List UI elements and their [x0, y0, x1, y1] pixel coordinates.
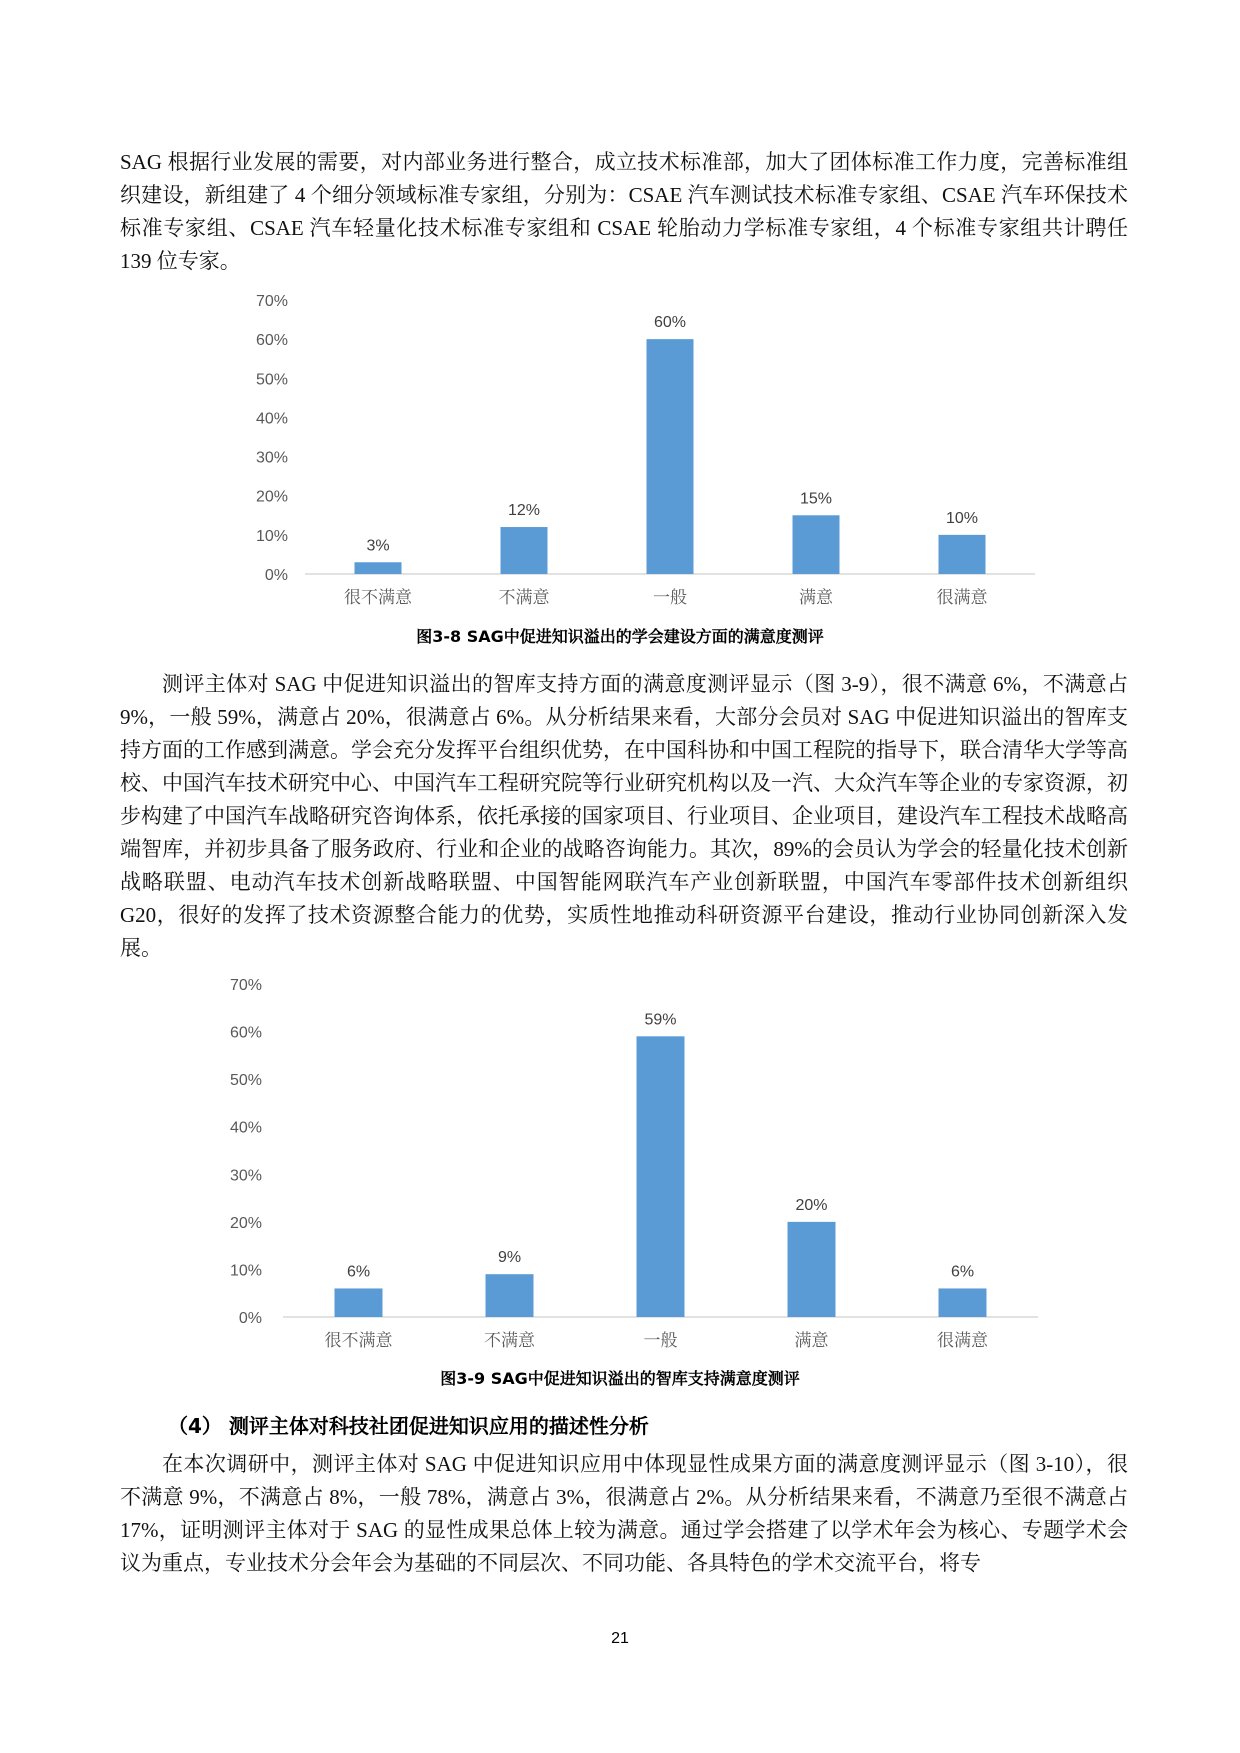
y-tick-label: 70% [229, 977, 262, 994]
figure-caption-3-9: 图3-9 SAG中促进知识溢出的智库支持满意度测评 [440, 1369, 800, 1388]
data-label: 3% [366, 537, 390, 555]
data-label: 15% [799, 490, 833, 508]
data-label: 6% [950, 1263, 975, 1281]
y-tick-label: 30% [229, 1167, 262, 1185]
bar-1 [335, 1288, 383, 1317]
y-tick-label: 40% [229, 1119, 262, 1137]
y-tick-label: 0% [264, 567, 288, 584]
category-label: 很不满意 [324, 1331, 393, 1351]
data-label: 6% [346, 1263, 371, 1281]
category-label: 一般 [643, 1331, 678, 1351]
category-label: 满意 [794, 1331, 829, 1351]
y-tick-label: 60% [255, 332, 288, 350]
bar-3 [637, 1036, 685, 1317]
y-tick-label: 10% [255, 527, 288, 545]
section-heading: （4） 测评主体对科技社团促进知识应用的描述性分析 [168, 1414, 649, 1438]
page-number: 21 [611, 1630, 629, 1647]
paragraph-knowledge-application: 在本次调研中，测评主体对 SAG 中促进知识应用中体现显性成果方面的满意度测评显示（图 3-10），很不满意 9%，不满意占 8%，一般 78%，满意占 3%，很满意占 2%。从分析结果来看，不满意乃至很不满意占 17%，证明测评主体对于 SAG 的显性成果总体上较为满意。通过学会搭建了以学术年会为核心、专题学术会议为重点，专业技术分会年会为基础的不同层次、不同功能、各具特色的学术交流平台，将专 [120, 1452, 1128, 1575]
figure-caption-3-8: 图3-8 SAG中促进知识溢出的学会建设方面的满意度测评 [416, 627, 824, 646]
category-label: 不满意 [484, 1331, 535, 1351]
bar-2 [486, 1274, 534, 1317]
y-tick-label: 60% [229, 1024, 262, 1042]
y-tick-label: 20% [255, 488, 288, 506]
y-tick-label: 40% [255, 410, 288, 428]
data-label: 9% [497, 1249, 522, 1267]
category-label: 满意 [799, 588, 833, 608]
category-label: 很满意 [936, 588, 988, 608]
y-tick-label: 50% [255, 371, 288, 389]
y-tick-label: 70% [255, 293, 288, 310]
bar-4 [788, 1222, 836, 1317]
bar-5 [939, 1288, 987, 1317]
paragraph-standards: SAG 根据行业发展的需要，对内部业务进行整合，成立技术标准部，加大了团体标准工作力度，完善标准组织建设，新组建了 4 个细分领域标准专家组，分别为：CSAE 汽车测试技术标准专家组、CSAE 汽车环保技术标准专家组、CSAE 汽车轻量化技术标准专家组和 CSAE 轮胎动力学标准专家组，4 个标准专家组共计聘任 139 位专家。 [120, 150, 1128, 273]
category-label: 很满意 [937, 1331, 988, 1351]
data-label: 60% [653, 314, 687, 332]
data-label: 59% [644, 1011, 677, 1029]
data-label: 20% [795, 1196, 828, 1214]
y-tick-label: 30% [255, 449, 288, 467]
y-tick-label: 50% [229, 1072, 262, 1090]
y-tick-label: 0% [238, 1310, 262, 1327]
paragraph-think-tank: 测评主体对 SAG 中促进知识溢出的智库支持方面的满意度测评显示（图 3-9），很不满意 6%，不满意占 9%，一般 59%，满意占 20%，很满意占 6%。从分析结果来看，大部分会员对 SAG 中促进知识溢出的智库支持方面的工作感到满意。学会充分发挥平台组织优势，在中国科协和中国工程院的指导下，联合清华大学等高校、中国汽车技术研究中心、中国汽车工程研究院等行业研究机构以及一汽、大众汽车等企业的专家资源，初步构建了中国汽车战略研究咨询体系，依托承接的国家项目、行业项目、企业项目，建设汽车工程技术战略高端智库，并初步具备了服务政府、行业和企业的战略咨询能力。其次，89%的会员认为学会的轻量化技术创新战略联盟、电动汽车技术创新战略联盟、中国智能网联汽车产业创新联盟，中国汽车零部件技术创新组织 G20，很好的发挥了技术资源整合能力的优势，实质性地推动科研资源平台建设，推动行业协同创新深入发展。 [120, 672, 1128, 960]
category-label: 不满意 [498, 588, 550, 608]
data-label: 10% [945, 509, 979, 527]
y-tick-label: 10% [229, 1262, 262, 1280]
category-label: 很不满意 [344, 588, 412, 608]
y-tick-label: 20% [229, 1214, 262, 1232]
category-label: 一般 [653, 588, 687, 608]
data-label: 12% [507, 502, 541, 520]
